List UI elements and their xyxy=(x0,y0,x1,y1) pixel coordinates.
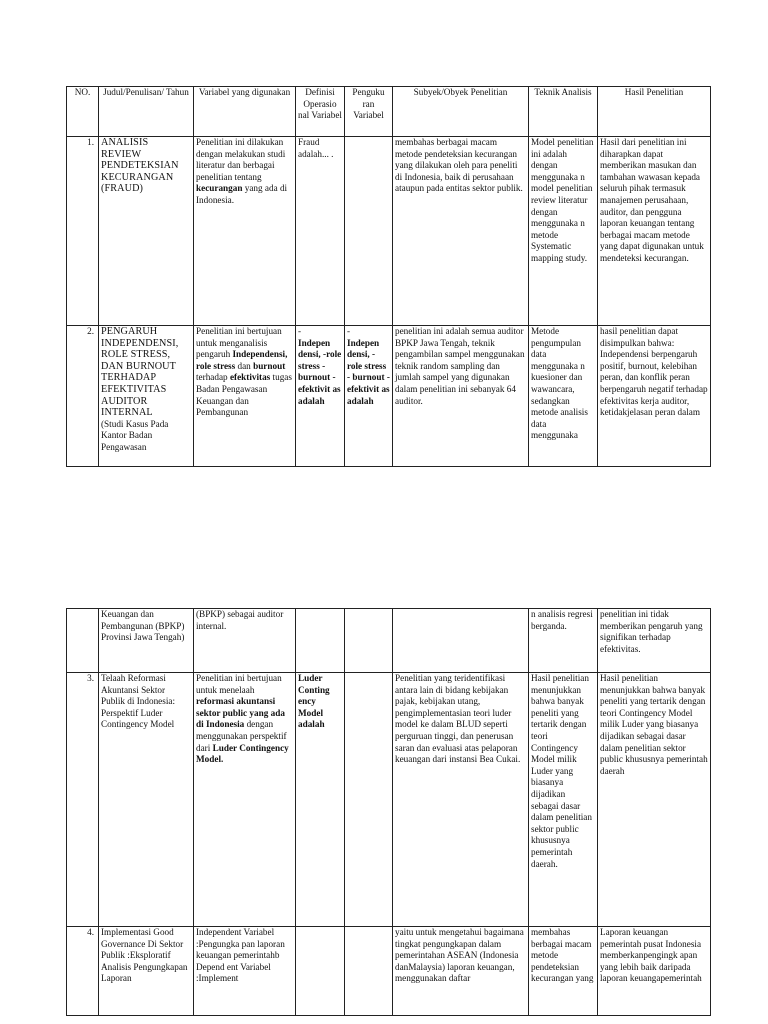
row-subyek: membahas berbagai macam metode pendeteksian kecurangan yang dilakukan oleh para peneliti di Indonesia, baik di perusahaan ataupun pada entitas sektor publik. xyxy=(393,137,529,326)
row-pengukuran xyxy=(345,137,393,326)
row-pengukuran xyxy=(345,673,393,927)
row-variabel: (BPKP) sebagai auditor internal. xyxy=(194,609,296,673)
row-teknik: Model penelitian ini adalah dengan menggunaka n model penelitian review literatur dengan menggunaka n metode Systematic mapping study. xyxy=(529,137,598,326)
row-number xyxy=(67,609,99,673)
table-row xyxy=(67,673,711,927)
literature-table-page-2 xyxy=(66,608,711,1016)
row-hasil: penelitian ini tidak memberikan pengaruh yang signifikan terhadap efektivitas. xyxy=(598,609,711,673)
row-title: PENGARUH INDEPENDENSI, ROLE STRESS, DAN BURNOUT TERHADAP EFEKTIVITAS AUDITOR INTERNAL (Studi Kasus Pada Kantor Badan Pengawasan xyxy=(99,326,194,467)
row-subyek: Penelitian yang teridentifikasi antara lain di bidang kebijakan pajak, kebijakan utang, pengimplementasian teori luder model ke dalam BLUD seperti perguruan tinggi, dan penerusan saran dan evaluasi atas pelaporan keuangan dari instansi Bea Cukai. xyxy=(393,673,529,927)
table-row xyxy=(67,609,711,673)
header-variabel: Variabel yang digunakan xyxy=(194,87,296,137)
row-subyek: yaitu untuk mengetahui bagaimana tingkat pengungkapan dalam pemerintahan ASEAN (Indonesia danMalaysia) laporan keuangan, menggunakan daftar xyxy=(393,927,529,1016)
table-row xyxy=(67,326,711,467)
row-definisi: Luder Conting ency Model adalah xyxy=(296,673,345,927)
row-variabel: Penelitian ini bertujuan untuk menganalisis pengaruh Independensi, role stress dan burnout terhadap efektivitas tugas Badan Pengawasan Keuangan dan Pembangunan xyxy=(194,326,296,467)
row-teknik: membahas berbagai macam metode pendeteksian kecurangan yang xyxy=(529,927,598,1016)
row-teknik: Hasil penelitian menunjukkan bahwa banyak peneliti yang tertarik dengan teori Contingency Model milik Luder yang biasanya dijadikan sebagai dasar dalam penelitian sektor public khususnya pemerintah daerah. xyxy=(529,673,598,927)
header-subyek: Subyek/Obyek Penelitian xyxy=(393,87,529,137)
row-definisi: Fraud adalah... . xyxy=(296,137,345,326)
row-number: 3. xyxy=(67,673,99,927)
row-title: ANALISIS REVIEW PENDETEKSIAN KECURANGAN (FRAUD) xyxy=(99,137,194,326)
row-number: 2. xyxy=(67,326,99,467)
header-hasil: Hasil Penelitian xyxy=(598,87,711,137)
table-row xyxy=(67,927,711,1016)
row-hasil: Hasil penelitian menunjukkan bahwa banyak peneliti yang tertarik dengan teori Contingency Model milik Luder yang biasanya dijadikan sebagai dasar dalam penelitian sektor public khususnya pemerintah daerah xyxy=(598,673,711,927)
row-variabel: Penelitian ini bertujuan untuk menelaah reformasi akuntansi sektor public yang ada di Indonesia dengan menggunakan perspektif dari Luder Contingency Model. xyxy=(194,673,296,927)
row-subyek xyxy=(393,609,529,673)
row-definisi xyxy=(296,927,345,1016)
row-hasil: Laporan keuangan pemerintah pusat Indonesia memberkanpengingk apan yang lebih baik daripada laporan keuangapemerintah xyxy=(598,927,711,1016)
row-pengukuran xyxy=(345,927,393,1016)
literature-table-page-1 xyxy=(66,86,711,467)
row-variabel: Independent Variabel :Pengungka pan laporan keuangan pemerintahb Depend ent Variabel :Implement xyxy=(194,927,296,1016)
row-title: Telaah Reformasi Akuntansi Sektor Publik di Indonesia: Perspektif Luder Contingency Model xyxy=(99,673,194,927)
header-definisi: Definisi Operasio nal Variabel xyxy=(296,87,345,137)
row-number: 4. xyxy=(67,927,99,1016)
header-teknik: Teknik Analisis xyxy=(529,87,598,137)
row-definisi: - Indepen densi, -role stress - burnout - efektivit as adalah xyxy=(296,326,345,467)
header-no: NO. xyxy=(67,87,99,137)
row-hasil: Hasil dari penelitian ini diharapkan dapat memberikan masukan dan tambahan wawasan kepada seluruh pihak termasuk manajemen perusahaan, auditor, dan pengguna laporan keuangan tentang berbagai macam metode yang dapat digunakan untuk mendeteksi kecurangan. xyxy=(598,137,711,326)
table-row xyxy=(67,137,711,326)
table-header-row xyxy=(67,87,711,137)
row-title: Implementasi Good Governance Di Sektor Publik :Eksploratif Analisis Pengungkapan Laporan xyxy=(99,927,194,1016)
row-subyek: penelitian ini adalah semua auditor BPKP Jawa Tengah, teknik pengambilan sampel menggunakan teknik random sampling dan jumlah sampel yang digunakan dalam penelitian ini sebanyak 64 auditor. xyxy=(393,326,529,467)
header-pengukuran: Penguku ran Variabel xyxy=(345,87,393,137)
row-pengukuran xyxy=(345,609,393,673)
row-variabel: Penelitian ini dilakukan dengan melakukan studi literatur dan berbagai penelitian tentang kecurangan yang ada di Indonesia. xyxy=(194,137,296,326)
row-hasil: hasil penelitian dapat disimpulkan bahwa: Independensi berpengaruh positif, burnout, kelebihan peran, dan konflik peran berpengaruh negatif terhadap efektivitas kerja auditor, ketidakjelasan peran dalam xyxy=(598,326,711,467)
row-number: 1. xyxy=(67,137,99,326)
row-teknik: n analisis regresi berganda. xyxy=(529,609,598,673)
row-definisi xyxy=(296,609,345,673)
row-title: Keuangan dan Pembangunan (BPKP) Provinsi Jawa Tengah) xyxy=(99,609,194,673)
row-teknik: Metode pengumpulan data menggunaka n kuesioner dan wawancara, sedangkan metode analisis data menggunaka xyxy=(529,326,598,467)
row-pengukuran: - Indepen densi, -role stress - burnout - efektivit as adalah xyxy=(345,326,393,467)
header-judul: Judul/Penulisan/ Tahun xyxy=(99,87,194,137)
